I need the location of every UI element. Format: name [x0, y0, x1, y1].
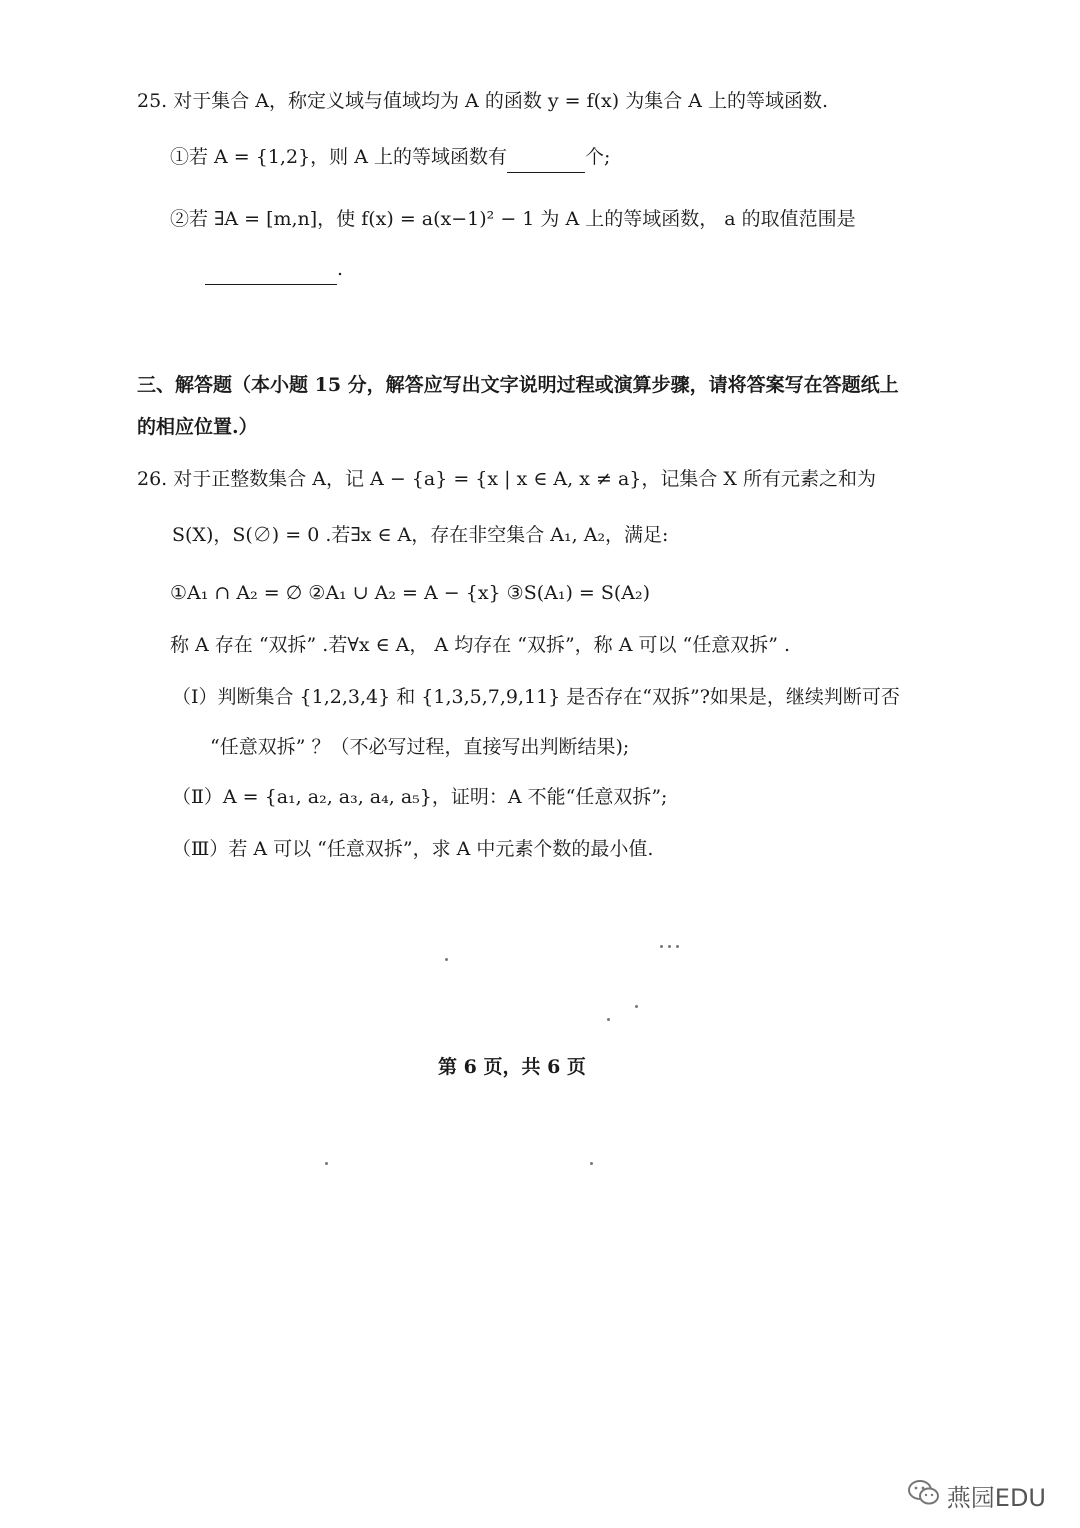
q26-part3: （Ⅲ）若 A 可以 “任意双拆”，求 A 中元素个数的最小值. [172, 838, 654, 860]
q26-stem-line1: 26. 对于正整数集合 A，记 A − {a} = {x | x ∈ A, x ≠ a}，记集合 X 所有元素之和为 [137, 468, 876, 490]
q25-part2-end: . [337, 258, 344, 280]
scan-speck [607, 1018, 610, 1021]
q25-part2: ②若 ∃A = [m,n]，使 f(x) = a(x−1)² − 1 为 A 上的等域函数， a 的取值范围是 [170, 208, 856, 230]
scan-speck [660, 945, 663, 948]
q25-part2-blank [205, 254, 337, 285]
wechat-icon [907, 1479, 941, 1513]
scan-speck [668, 945, 671, 948]
watermark [907, 1478, 1046, 1513]
scan-speck [325, 1162, 328, 1165]
q26-definition: 称 A 存在 “双拆” .若∀x ∈ A， A 均存在 “双拆”，称 A 可以 “任意双拆” . [170, 634, 791, 656]
q26-part1-line1: （Ⅰ）判断集合 {1,2,3,4} 和 {1,3,5,7,9,11} 是否存在“双拆”?如果是，继续判断可否 [172, 686, 900, 708]
q26-stem-line2: S(X)，S(∅) = 0 .若∃x ∈ A，存在非空集合 A₁, A₂，满足: [172, 524, 669, 546]
q25-stem: 25. 对于集合 A，称定义域与值域均为 A 的函数 y = f(x) 为集合 A 上的等域函数. [137, 90, 829, 112]
q26-part1-line2: “任意双拆” ？（不必写过程，直接写出判断结果); [210, 736, 630, 758]
watermark-text: 燕园EDU [946, 1484, 1046, 1512]
scan-speck [635, 1005, 638, 1008]
scan-speck [445, 958, 448, 961]
q26-part2: （Ⅱ）A = {a₁, a₂, a₃, a₄, a₅}，证明：A 不能“任意双拆”; [172, 786, 668, 808]
section3-heading-line1: 三、解答题（本小题 15 分，解答应写出文字说明过程或演算步骤，请将答案写在答题纸上 [137, 374, 899, 396]
scan-speck [676, 945, 679, 948]
q25-part1-suffix: 个; [584, 146, 611, 168]
q25-part2-answer [205, 254, 343, 285]
section3-heading-line2: 的相应位置.） [137, 416, 258, 438]
page-footer: 第 6 页，共 6 页 [438, 1056, 586, 1078]
q25-part1-prefix: ①若 A = {1,2}，则 A 上的等域函数有 [170, 146, 507, 168]
q26-conditions: ①A₁ ∩ A₂ = ∅ ②A₁ ∪ A₂ = A − {x} ③S(A₁) = S(A₂) [170, 582, 651, 604]
q25-part1 [170, 142, 610, 173]
q25-part1-blank [507, 142, 585, 173]
scan-speck [590, 1162, 593, 1165]
